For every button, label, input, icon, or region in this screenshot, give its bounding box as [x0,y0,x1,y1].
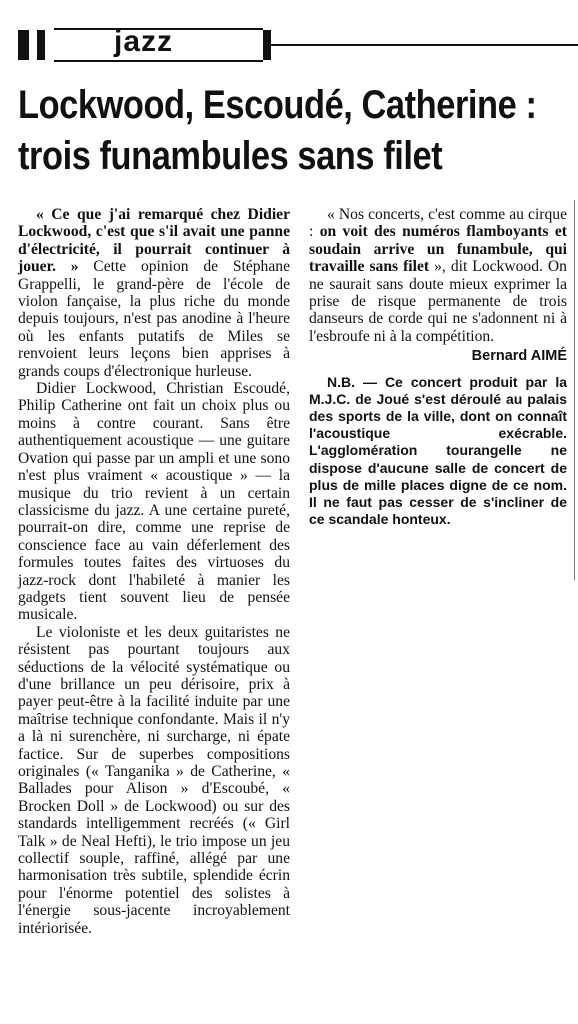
paragraph [18,206,290,380]
rubric-bar [263,30,271,60]
rubric-bar [18,30,29,60]
editor-note: N.B. — Ce concert produit par la M.J.C. de Joué s'est déroulé au palais des sports de la ville, dont on connaît l'acoustique exécrable. L'agglomération tourangelle ne dispose d'aucune salle de concert de plus de mille places digne de ce nom. Il ne faut pas cesser de s'incliner de ce scandale honteux. [309,373,567,528]
headline-line-2: trois funambules sans filet [18,134,443,178]
quote-bold: « Ce que j'ai remarqué chez Didier Lockwood, c'est que s'il avait une panne d'électricité, il pourrait continuer à jouer. » [18,206,290,276]
paragraph: Didier Lockwood, Christian Escoudé, Philip Catherine ont fait un choix plus ou moins à contre courant. Sans être authentiquement acoustique — une guitare Ovation qui passe par un ampli et une sono n'est plus vraiment « acoustique » — la musique du trio revient à un certain classicisme du jazz. A une certaine pureté, pourrait-on dire, comme une reprise de conscience face au vain déferlement des formules toutes faites des virtuoses du jazz-rock dont l'habileté à manier les gadgets tient souvent lieu de pensée musicale. [18,380,290,624]
column-border [574,200,575,580]
rubric-rule [54,60,263,62]
article-left-column [18,206,290,937]
paragraph-text: », dit Lockwood. On ne saurait sans doute mieux exprimer la prise de risque permanente de trois danseurs de corde qui ne s'adonnent ni à l'esbroufe ni à la compétition. [309,258,567,345]
rubric-rule [271,44,578,46]
headline [18,80,537,182]
rubric-bar [37,30,45,60]
paragraph-text: « Nos concerts, c'est comme au cirque : [309,206,567,241]
paragraph [309,206,567,345]
quote-bold: on voit des numéros flamboyants et soudain arrive un funambule, qui travaille sans filet [309,223,567,276]
author-signature: Bernard AIMÉ [471,348,567,365]
headline-line-1: Lockwood, Escoudé, Catherine : [18,83,537,127]
article-right-column [309,206,567,528]
paragraph-text: Cette opinion de Stéphane Grappelli, le grand-père de l'école de violon fançaise, la plus riche du monde depuis toujours, n'est pas anodine à l'heure où les enfants putatifs de Miles se renvoient leurs leçons bien apprises à grands coups d'électronique hurleuse. [18,258,290,380]
section-rubric [18,25,578,62]
rubric-label: jazz [114,25,174,58]
paragraph: Le violoniste et les deux guitaristes ne résistent pas pourtant toujours aux séductions de la vélocité systématique ou d'une brillance un peu dérisoire, prix à payer peut-être à la facilité induite par une maîtrise technique confondante. Mais il n'y a là ni surenchère, ni surcharge, ni épate factice. Sur de superbes compositions originales (« Tanganika » de Catherine, « Ballades pour Alison » d'Escoubé, « Brocken Doll » de Lockwood) ou sur des standards intelligemment recréés (« Girl Talk » de Neal Hefti), le trio impose un jeu collectif souple, raffiné, allégé par une harmonisation très subtile, splendide écrin pour l'énorme potentiel des solistes à l'énergie sous-jacente incroyablement intériorisée. [18,623,290,937]
